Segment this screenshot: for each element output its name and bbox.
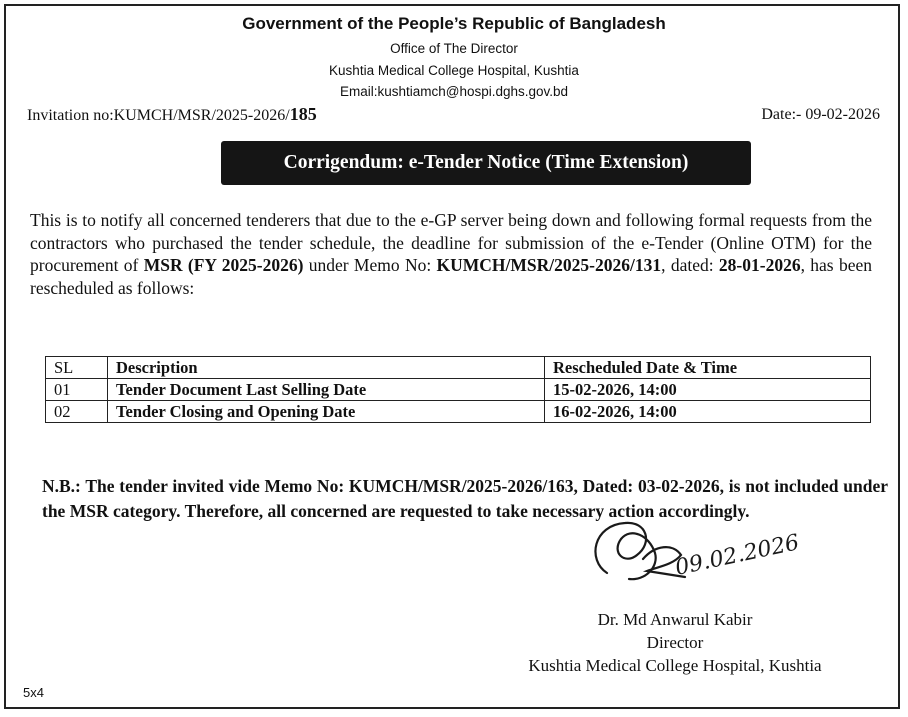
notice-date: Date:- 09-02-2026 (761, 106, 880, 123)
handwritten-signature (585, 515, 815, 595)
signatory-block (495, 608, 855, 677)
footer-code: 5x4 (23, 685, 44, 700)
hospital-line: Kushtia Medical College Hospital, Kushtia (329, 63, 579, 78)
row-description: Tender Closing and Opening Date (108, 401, 545, 423)
body-text-4: , has been rescheduled as follows: (30, 255, 872, 298)
schedule-table (45, 356, 871, 423)
office-line: Office of The Director (390, 41, 518, 56)
invitation-number: 185 (289, 104, 317, 124)
row-datetime: 16-02-2026, 14:00 (545, 401, 871, 423)
notice-title: Corrigendum: e-Tender Notice (Time Extension) (283, 152, 689, 173)
table-row (46, 379, 871, 401)
table-header-row (46, 357, 871, 379)
row-sl: 02 (46, 401, 108, 423)
header-datetime: Rescheduled Date & Time (545, 357, 871, 379)
invitation-reference (27, 104, 317, 125)
signature-date: 09.02.2026 (673, 530, 802, 581)
header-description: Description (108, 357, 545, 379)
notice-title-banner (221, 141, 751, 185)
invitation-prefix: Invitation no:KUMCH/MSR/2025-2026/ (27, 107, 290, 124)
row-datetime: 15-02-2026, 14:00 (545, 379, 871, 401)
body-text-2: under Memo No: (303, 255, 437, 275)
body-msr: MSR (FY 2025-2026) (143, 255, 304, 275)
body-dated: 28-01-2026 (718, 255, 801, 275)
header-sl: SL (46, 357, 108, 379)
body-memo: KUMCH/MSR/2025-2026/131 (436, 255, 662, 275)
email-line: Email:kushtiamch@hospi.dghs.gov.bd (339, 84, 569, 99)
government-heading: Government of the People’s Republic of Bangladesh (242, 14, 666, 33)
row-sl: 01 (46, 379, 108, 401)
signatory-name: Dr. Md Anwarul Kabir (597, 610, 753, 629)
signatory-designation: Director (646, 633, 704, 652)
body-text-3: , dated: (661, 255, 719, 275)
notice-body (30, 209, 872, 299)
nb-note: N.B.: The tender invited vide Memo No: KUMCH/MSR/2025-2026/163, Dated: 03-02-2026, is not included under the MSR category. Therefore, all concerned are requested to take necessary action accordingly. (42, 476, 888, 521)
body-text-1: This is to notify all concerned tenderers that due to the e-GP server being down and following formal requests from the contractors who purchased the tender schedule, the deadline for submission of the e-Tender (Online OTM) for the procurement of (30, 210, 872, 275)
signatory-institution: Kushtia Medical College Hospital, Kushtia (528, 656, 822, 675)
table-row (46, 401, 871, 423)
row-description: Tender Document Last Selling Date (108, 379, 545, 401)
signature-scribble (595, 523, 685, 579)
